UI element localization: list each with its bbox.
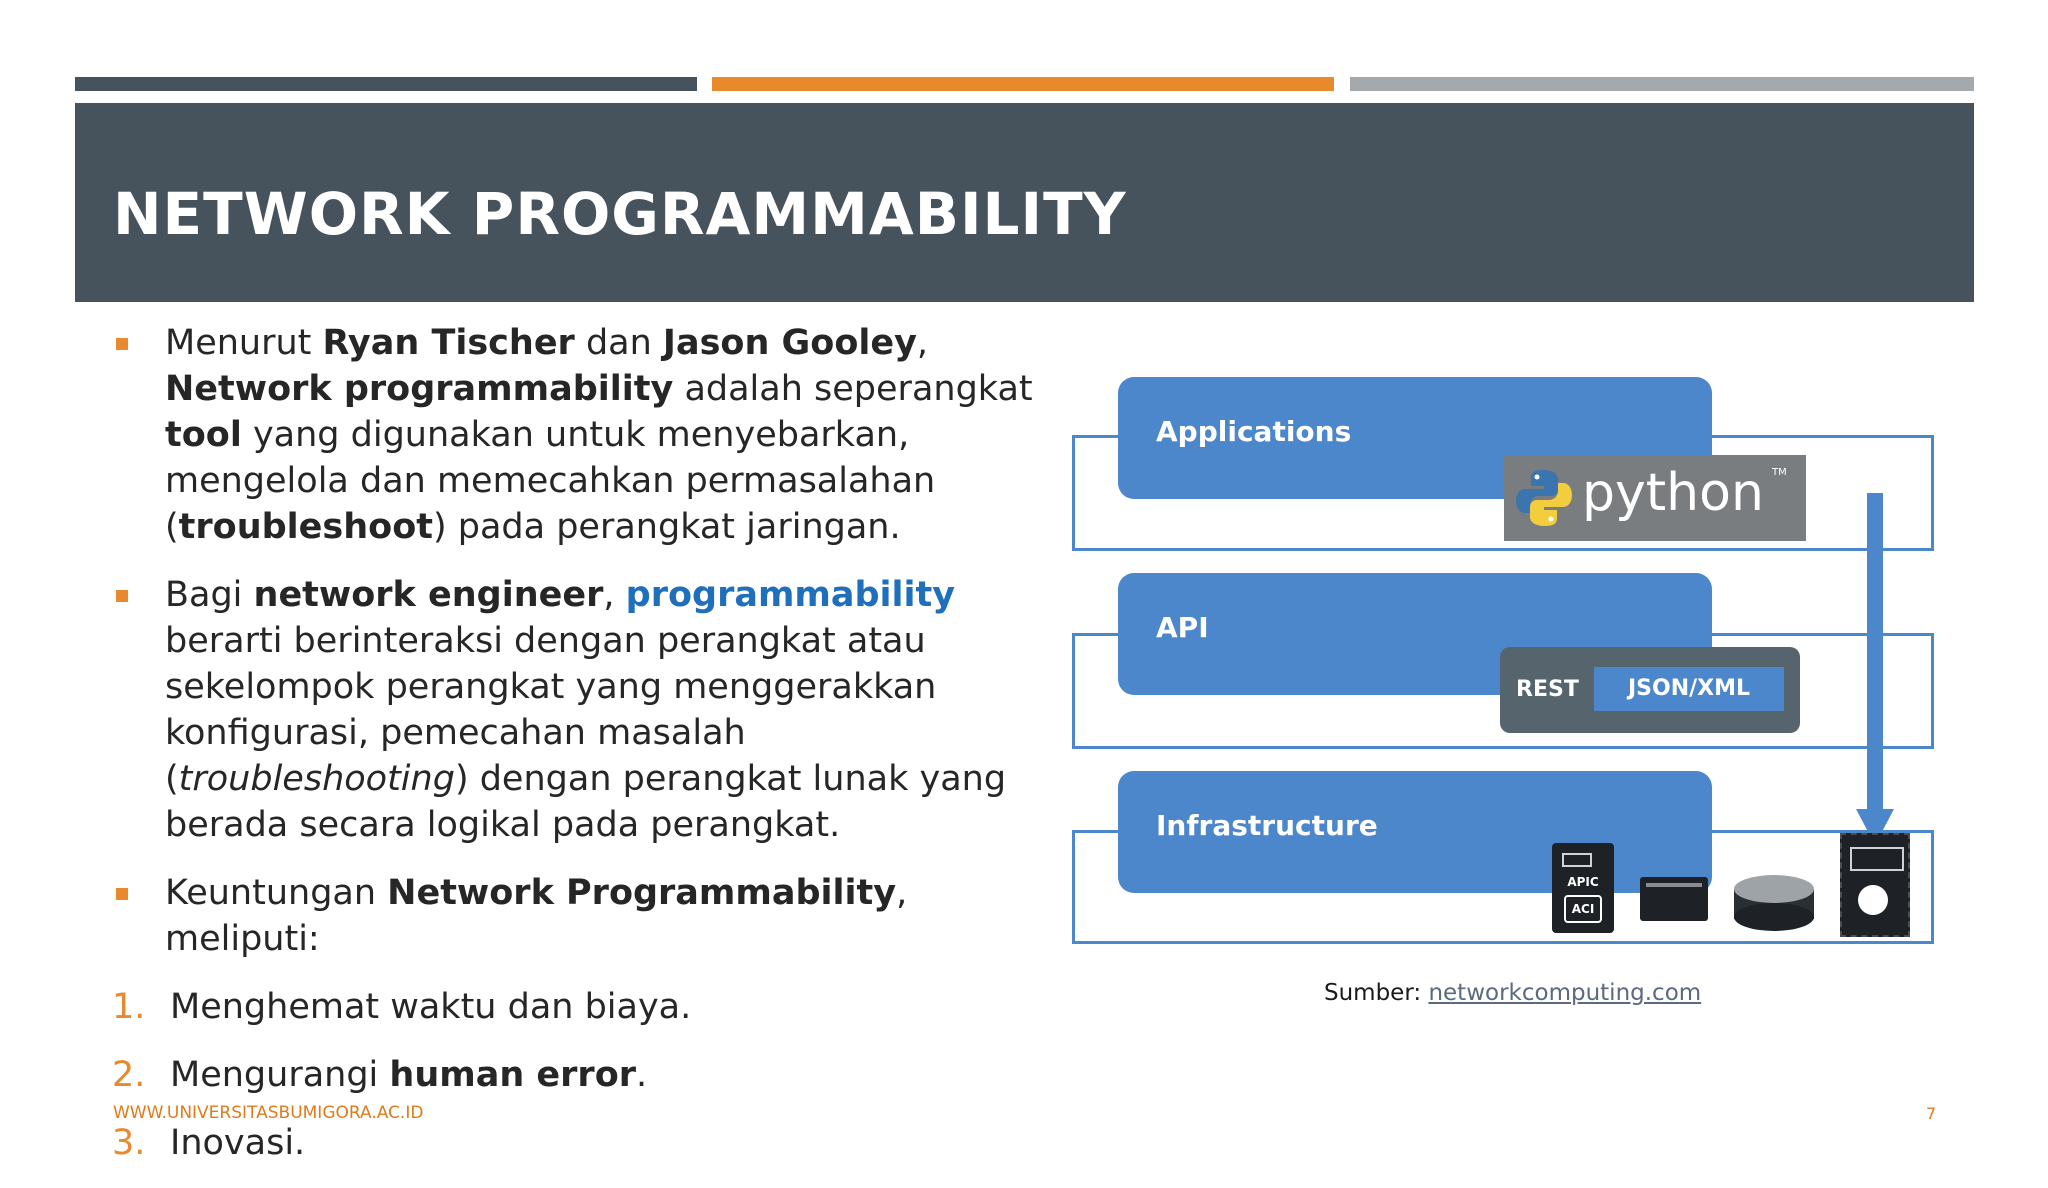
bullet-square-icon: [116, 888, 128, 900]
arrow-shaft: [1867, 493, 1883, 813]
top-bar-gray: [1350, 77, 1974, 91]
text-span: adalah seperangkat: [673, 369, 1033, 409]
bullet-definition: [110, 320, 1040, 550]
json-xml-label: JSON/XML: [1594, 667, 1784, 711]
top-bar-orange: [712, 77, 1334, 91]
list-item: [110, 1052, 1040, 1098]
list-text: .: [636, 1055, 648, 1095]
python-logo: [1504, 455, 1806, 541]
term-bold: human error: [389, 1055, 636, 1095]
text-span: ,: [603, 575, 626, 615]
bullet-benefits: [110, 870, 1040, 962]
term-highlight: programmability: [625, 575, 956, 615]
text-span: dan: [574, 323, 663, 363]
switch-icon: [1640, 877, 1708, 921]
list-text: Menghemat waktu dan biaya.: [170, 987, 692, 1027]
list-item: [110, 1120, 1040, 1166]
term-italic: troubleshooting: [178, 759, 455, 799]
footer-url: WWW.UNIVERSITASBUMIGORA.AC.ID: [113, 1103, 424, 1123]
term-bold: troubleshoot: [178, 507, 433, 547]
text-span: yang digunakan untuk menyebarkan, mengelola dan memecahkan permasalahan (: [165, 415, 936, 547]
list-text: Inovasi.: [170, 1123, 306, 1163]
aci-label: ACI: [1564, 895, 1602, 923]
router-base: [1734, 903, 1814, 931]
slide-content: [110, 320, 1040, 1188]
text-span: ) dengan perangkat lunak yang berada secara logikal pada perangkat.: [165, 759, 1007, 845]
term-bold: Network Programmability: [387, 873, 897, 913]
bullet-square-icon: [116, 590, 128, 602]
list-number: 3.: [112, 1123, 146, 1163]
list-number: 1.: [112, 987, 146, 1027]
term-bold: tool: [165, 415, 242, 455]
term-bold: Network programmability: [165, 369, 674, 409]
python-trademark: TM: [1772, 467, 1787, 478]
list-item: [110, 984, 1040, 1030]
architecture-diagram: [1060, 365, 1940, 945]
layer-label: API: [1156, 611, 1209, 644]
apic-label: APIC: [1567, 875, 1599, 889]
firewall-panel: [1850, 847, 1904, 871]
text-span: , meliputi:: [165, 873, 908, 959]
text-span: Keuntungan: [165, 873, 388, 913]
layer-label: Infrastructure: [1156, 809, 1378, 842]
top-bar-dark: [75, 77, 697, 91]
author-name: Ryan Tischer: [322, 323, 575, 363]
python-snake-icon: [1512, 466, 1576, 530]
bullet-square-icon: [116, 338, 128, 350]
switch-ports: [1646, 883, 1702, 887]
text-span: Bagi: [165, 575, 254, 615]
apic-server-icon: [1552, 843, 1614, 933]
rest-label: REST: [1516, 677, 1579, 702]
layer-label: Applications: [1156, 415, 1352, 448]
text-span: ,: [916, 323, 929, 363]
python-wordmark: python: [1582, 463, 1764, 523]
rest-api-box: [1500, 647, 1800, 733]
gear-icon: [1858, 885, 1888, 915]
text-span: ) pada perangkat jaringan.: [432, 507, 901, 547]
source-caption: [1324, 980, 1701, 1006]
author-name: Jason Gooley: [662, 323, 917, 363]
router-icon: [1734, 875, 1814, 931]
page-number: 7: [1926, 1104, 1937, 1123]
term-bold: network engineer: [253, 575, 604, 615]
source-label: Sumber:: [1324, 980, 1422, 1006]
infrastructure-box: [1118, 771, 1712, 893]
bullet-engineer: [110, 572, 1040, 848]
router-top: [1734, 875, 1814, 903]
list-number: 2.: [112, 1055, 146, 1095]
source-link[interactable]: networkcomputing.com: [1428, 980, 1702, 1006]
firewall-icon: [1840, 833, 1910, 937]
server-slot: [1562, 853, 1592, 867]
slide-title: NETWORK PROGRAMMABILITY: [113, 180, 1127, 248]
text-span: Menurut: [165, 323, 323, 363]
text-span: berarti berinteraksi dengan perangkat atau sekelompok perangkat yang menggerakkan konfigurasi, pemecahan masalah (: [165, 621, 937, 799]
list-text: Mengurangi: [170, 1055, 390, 1095]
